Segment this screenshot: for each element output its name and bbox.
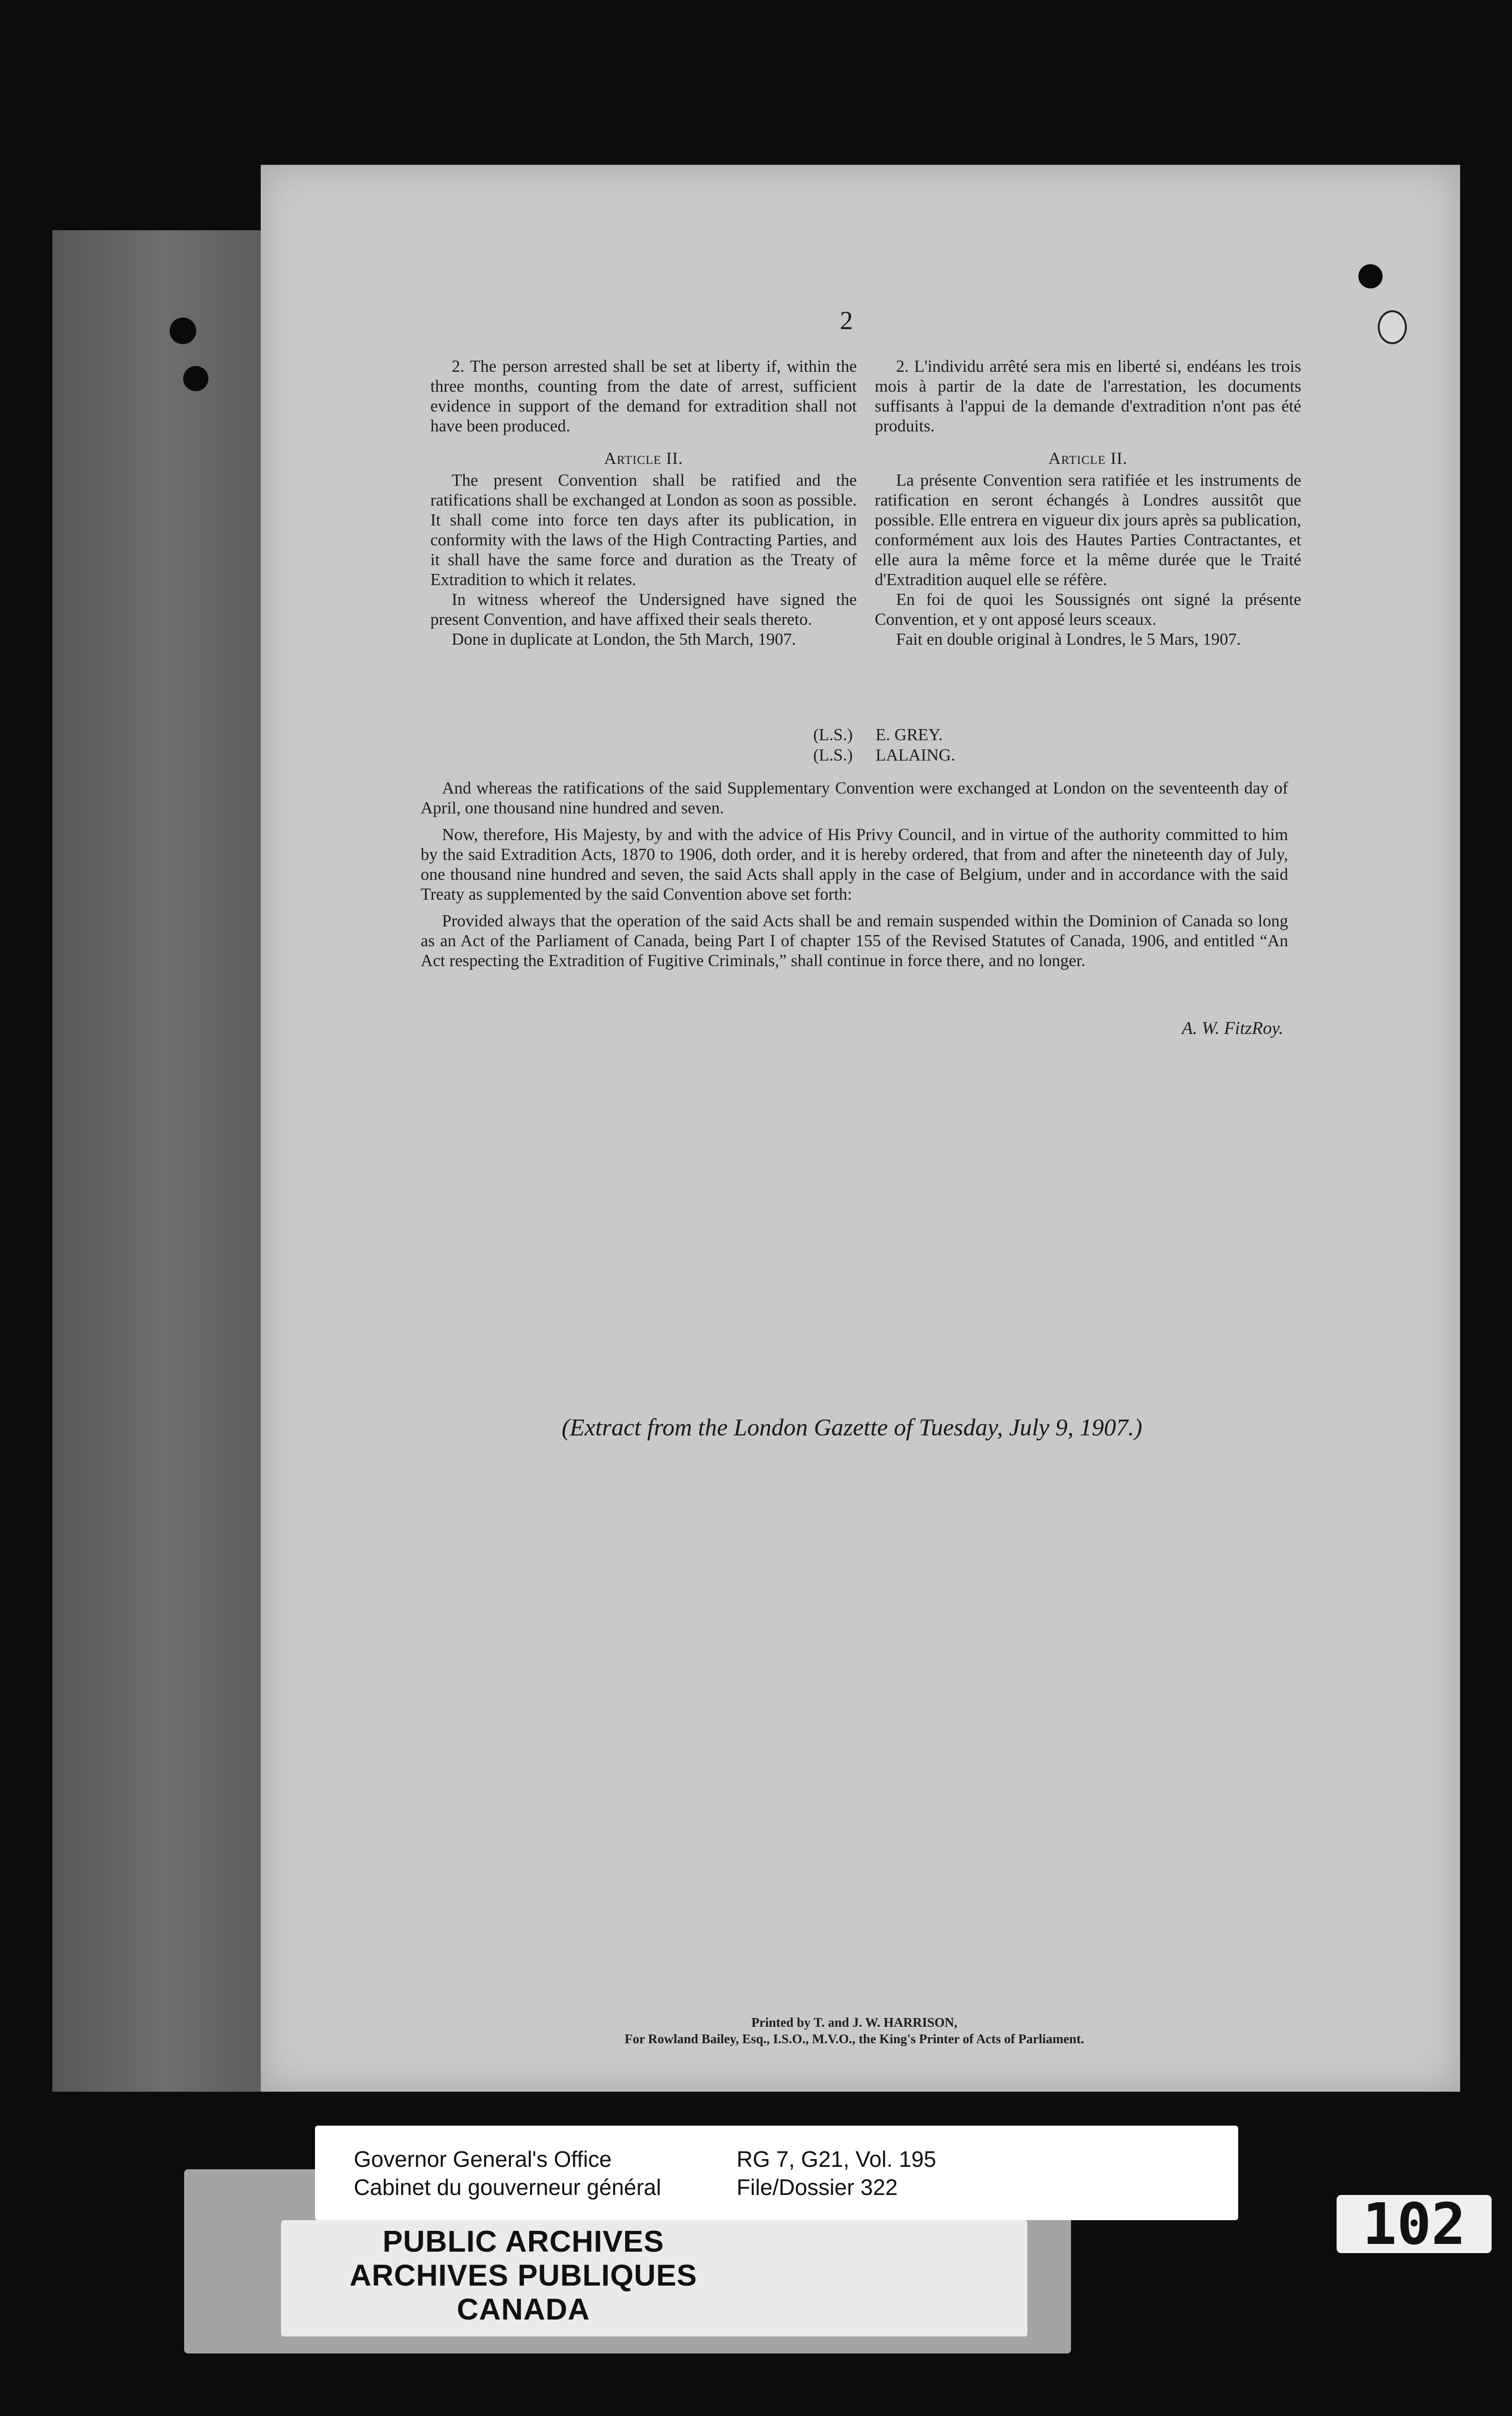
french-paragraph: En foi de quoi les Soussignés ont signé la présente Convention, et y ont apposé leurs sceaux. <box>875 590 1301 629</box>
french-paragraph: Fait en double original à Londres, le 5 Mars, 1907. <box>896 630 1241 649</box>
office-english: Governor General's Office <box>354 2146 612 2172</box>
stamp-line: PUBLIC ARCHIVES <box>382 2225 664 2258</box>
backing-sheet <box>52 230 261 2092</box>
seal-mark: (L.S.) <box>813 746 853 764</box>
french-column <box>875 356 1301 649</box>
signatory-row <box>813 725 955 745</box>
file-number: File/Dossier 322 <box>737 2175 898 2200</box>
printer-imprint <box>421 2014 1288 2047</box>
body-paragraph: And whereas the ratifications of the said Supplementary Convention were exchanged at London on the seventeenth day of April, one thousand nine hundred and seven. <box>421 779 1288 817</box>
article-heading: Article II. <box>1048 449 1128 468</box>
punch-hole <box>170 318 196 344</box>
english-column <box>430 356 857 649</box>
archive-reference-label <box>315 2126 1238 2220</box>
file-reference <box>737 2145 936 2201</box>
stamp-line: CANADA <box>457 2293 590 2326</box>
stamp-line: ARCHIVES PUBLIQUES <box>349 2259 697 2292</box>
page-number: 2 <box>840 306 853 335</box>
punch-hole <box>183 366 208 391</box>
signatory-name: LALAING. <box>875 746 956 764</box>
order-text <box>421 778 1288 970</box>
signatory-name: E. GREY. <box>875 725 943 744</box>
seal-mark: (L.S.) <box>813 725 853 744</box>
signatory-row <box>813 745 955 765</box>
english-paragraph: 2. The person arrested shall be set at liberty if, within the three months, counting from the date of arrest, sufficient evidence in support of the demand for extradition shall not have been produced. <box>430 357 857 435</box>
punch-hole <box>1378 310 1407 344</box>
signatory-block <box>813 725 955 765</box>
gazette-extract-note: (Extract from the London Gazette of Tuesday, July 9, 1907.) <box>562 1414 1142 1441</box>
microfilm-frame-number: 102 <box>1337 2195 1492 2253</box>
article-heading: Article II. <box>604 449 683 468</box>
record-group: RG 7, G21, Vol. 195 <box>737 2146 936 2172</box>
document-page <box>261 165 1460 2092</box>
punch-hole <box>1358 264 1383 288</box>
body-paragraph: Now, therefore, His Majesty, by and with the advice of His Privy Council, and in virtue of the authority committed to him by the said Extradition Acts, 1870 to 1906, doth order, and it is hereby ordered, that from and after the nineteenth day of July, one thousand nine hundred and seven, the said Acts shall apply in the case of Belgium, under and in accordance with the said Treaty as supplemented by the said Convention above set forth: <box>421 825 1288 904</box>
public-archives-stamp <box>281 2220 1027 2337</box>
printer-line: Printed by T. and J. W. HARRISON, <box>751 2015 958 2030</box>
printer-line: For Rowland Bailey, Esq., I.S.O., M.V.O., the King's Printer of Acts of Parliament. <box>624 2032 1084 2046</box>
official-signature: A. W. FitzRoy. <box>1181 1018 1283 1038</box>
english-paragraph: In witness whereof the Undersigned have signed the present Convention, and have affixed their seals thereto. <box>430 590 857 629</box>
body-paragraph: Provided always that the operation of the said Acts shall be and remain suspended within the Dominion of Canada so long as an Act of the Parliament of Canada, being Part I of chapter 155 of the Revised Statutes of Canada, 1906, and entitled “An Act respecting the Extradition of Fugitive Criminals,” shall continue in force there, and no longer. <box>421 911 1288 970</box>
english-paragraph: Done in duplicate at London, the 5th March, 1907. <box>452 630 796 649</box>
office-names <box>354 2145 661 2201</box>
french-paragraph: 2. L'individu arrêté sera mis en liberté si, endéans les trois mois à partir de la date de l'arrestation, les documents suffisants à l'appui de la demande d'extradition n'ont pas été produits. <box>875 357 1301 435</box>
office-french: Cabinet du gouverneur général <box>354 2175 662 2200</box>
english-paragraph: The present Convention shall be ratified and the ratifications shall be exchanged at London as soon as possible. It shall come into force ten days after its publication, in conformity with the laws of the High Contracting Parties, and it shall have the same force and duration as the Treaty of Extradition to which it relates. <box>430 471 857 589</box>
french-paragraph: La présente Convention sera ratifiée et les instruments de ratification en seront échangés à Londres aussitôt que possible. Elle entrera en vigueur dix jours après sa publication, conformément aux lois des Hautes Parties Contractantes, et elle aura la même force et la même durée que le Traité d'Extradition auquel elle se réfère. <box>875 471 1301 589</box>
